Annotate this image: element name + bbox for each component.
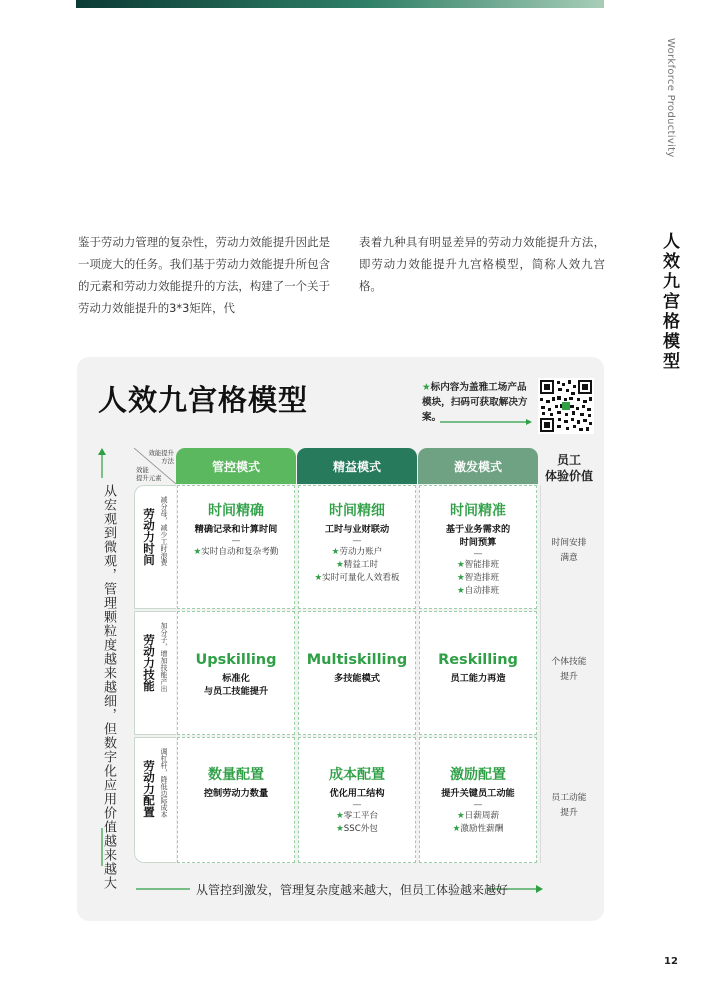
row-header-allocation [134, 737, 176, 863]
note-arrow-icon [440, 418, 532, 426]
star-icon: ★ [193, 547, 202, 557]
grid-cell [298, 485, 416, 609]
product-module-item [314, 572, 399, 585]
star-icon: ★ [456, 811, 465, 821]
row-label: 劳动力技能 [142, 634, 156, 692]
cell-subtitle: 员工能力再造 [450, 673, 506, 684]
product-module-label: 零工平台 [343, 811, 379, 821]
cell-divider: — [473, 800, 483, 810]
cell-title: 时间精准 [450, 503, 506, 519]
cell-title: Upskilling [195, 652, 277, 668]
row-sublabel: 加分子，增加技能产出 [160, 622, 168, 692]
cell-divider: — [231, 536, 241, 546]
star-icon: ★ [335, 811, 344, 821]
cell-divider: — [473, 549, 483, 559]
intro-paragraph-left: 鉴于劳动力管理的复杂性，劳动力效能提升因此是一项庞大的任务。我们基于劳动力效能提升所包含的元素和劳动力效能提升的方法，构建了一个关于劳动力效能提升的3*3矩阵，代 [78, 235, 330, 315]
corner-top-label: 效能提升 方法 [148, 449, 174, 465]
product-module-item [457, 559, 499, 572]
top-decorative-bar [76, 0, 604, 8]
row-sublabel: 调杠杆，降低边际成本 [160, 748, 168, 818]
cell-title: 数量配置 [208, 767, 264, 783]
row-label: 劳动力时间 [142, 508, 156, 566]
corner-header [134, 448, 176, 484]
star-icon: ★ [452, 824, 461, 834]
product-module-item [457, 585, 499, 598]
grid-cell [298, 737, 416, 863]
row-header-time [134, 485, 176, 609]
cell-title: 时间精细 [329, 503, 385, 519]
product-module-label: 日薪周薪 [464, 811, 500, 821]
star-icon: ★ [331, 547, 340, 557]
cell-title: Multiskilling [306, 652, 408, 668]
row-header-skill [134, 611, 176, 735]
grid-cell [177, 737, 295, 863]
product-module-label: 激励性薪酬 [460, 824, 504, 834]
column-header-inspire: 激发模式 [418, 448, 538, 484]
cell-subtitle: 提升关键员工动能 [441, 788, 515, 799]
cell-subtitle: 控制劳动力数量 [203, 788, 269, 799]
cell-title: Reskilling [438, 652, 518, 668]
product-module-label: 实时自动和复杂考勤 [201, 547, 279, 557]
product-module-item [453, 823, 504, 836]
cell-title: 成本配置 [329, 767, 385, 783]
product-module-label: 实时可量化人效看板 [322, 573, 400, 583]
cell-subtitle: 优化用工结构 [329, 788, 385, 799]
experience-value-allocation: 员工动能 提升 [551, 793, 587, 818]
cell-subtitle: 多技能模式 [334, 673, 380, 684]
corner-bottom-label: 效能 提升元素 [136, 466, 162, 482]
row-sublabel: 减分母，减少工时浪费 [160, 496, 168, 566]
experience-value-time: 时间安排 满意 [551, 538, 587, 563]
product-module-label: 自动排班 [464, 586, 500, 596]
side-title-en: Workforce Productivity [665, 38, 676, 158]
cell-subtitle: 工时与业财联动 [324, 524, 390, 535]
star-icon: ★ [335, 560, 344, 570]
product-module-label: 智造排班 [464, 573, 500, 583]
cell-subtitle: 基于业务需求的 时间预算 [445, 524, 511, 548]
bottom-axis-label: 从管控到激发，管理复杂度越来越大，但员工体验越来越好 [196, 883, 509, 897]
page-number: 12 [664, 956, 678, 967]
star-icon: ★ [456, 586, 465, 596]
product-note-text: 标内容为盖雅工场产品模块，扫码可获取解决方案。 [422, 382, 528, 423]
grid-cell [177, 611, 295, 735]
experience-value-skill: 个体技能 提升 [551, 657, 587, 682]
cell-divider: — [352, 800, 362, 810]
product-module-item [193, 546, 278, 559]
cell-divider: — [352, 536, 362, 546]
left-axis-label: 从宏观到微观，管理颗粒度越来越细，但数字化应用价值越来越大 [101, 484, 116, 890]
column-header-lean: 精益模式 [297, 448, 417, 484]
qr-code-icon[interactable] [538, 378, 594, 434]
product-module-item [332, 546, 383, 559]
star-icon: ★ [336, 824, 344, 834]
cell-title: 激励配置 [450, 767, 506, 783]
star-icon: ★ [456, 573, 465, 583]
product-module-label: 劳动力账户 [339, 547, 383, 557]
experience-header: 员工 体验价值 [544, 453, 593, 483]
intro-paragraph-right: 表着九种具有明显差异的劳动力效能提升方法，即劳动力效能提升九宫格模型，简称人效九宫格。 [359, 235, 605, 293]
product-module-label: SSC外包 [343, 824, 378, 834]
product-module-item [336, 810, 378, 823]
product-module-label: 精益工时 [343, 560, 379, 570]
star-icon: ★ [314, 573, 323, 583]
product-module-item [336, 559, 378, 572]
grid-cell [298, 611, 416, 735]
product-module-item [336, 823, 378, 836]
grid-cell [177, 485, 295, 609]
cell-subtitle: 标准化 与员工技能提升 [203, 673, 269, 697]
row-label: 劳动力配置 [142, 760, 156, 818]
product-module-item [457, 572, 499, 585]
grid-cell [419, 737, 537, 863]
star-icon: ★ [456, 560, 465, 570]
column-header-control: 管控模式 [176, 448, 296, 484]
product-module-item [457, 810, 499, 823]
cell-title: 时间精确 [208, 503, 264, 519]
star-icon: ★ [422, 382, 431, 393]
cell-subtitle: 精确记录和计算时间 [194, 524, 278, 535]
product-module-label: 智能排班 [464, 560, 500, 570]
grid-cell [419, 485, 537, 609]
grid-cell [419, 611, 537, 735]
model-title: 人效九宫格模型 [98, 383, 309, 417]
side-title-zh: 人效九宫格模型 [659, 232, 679, 372]
